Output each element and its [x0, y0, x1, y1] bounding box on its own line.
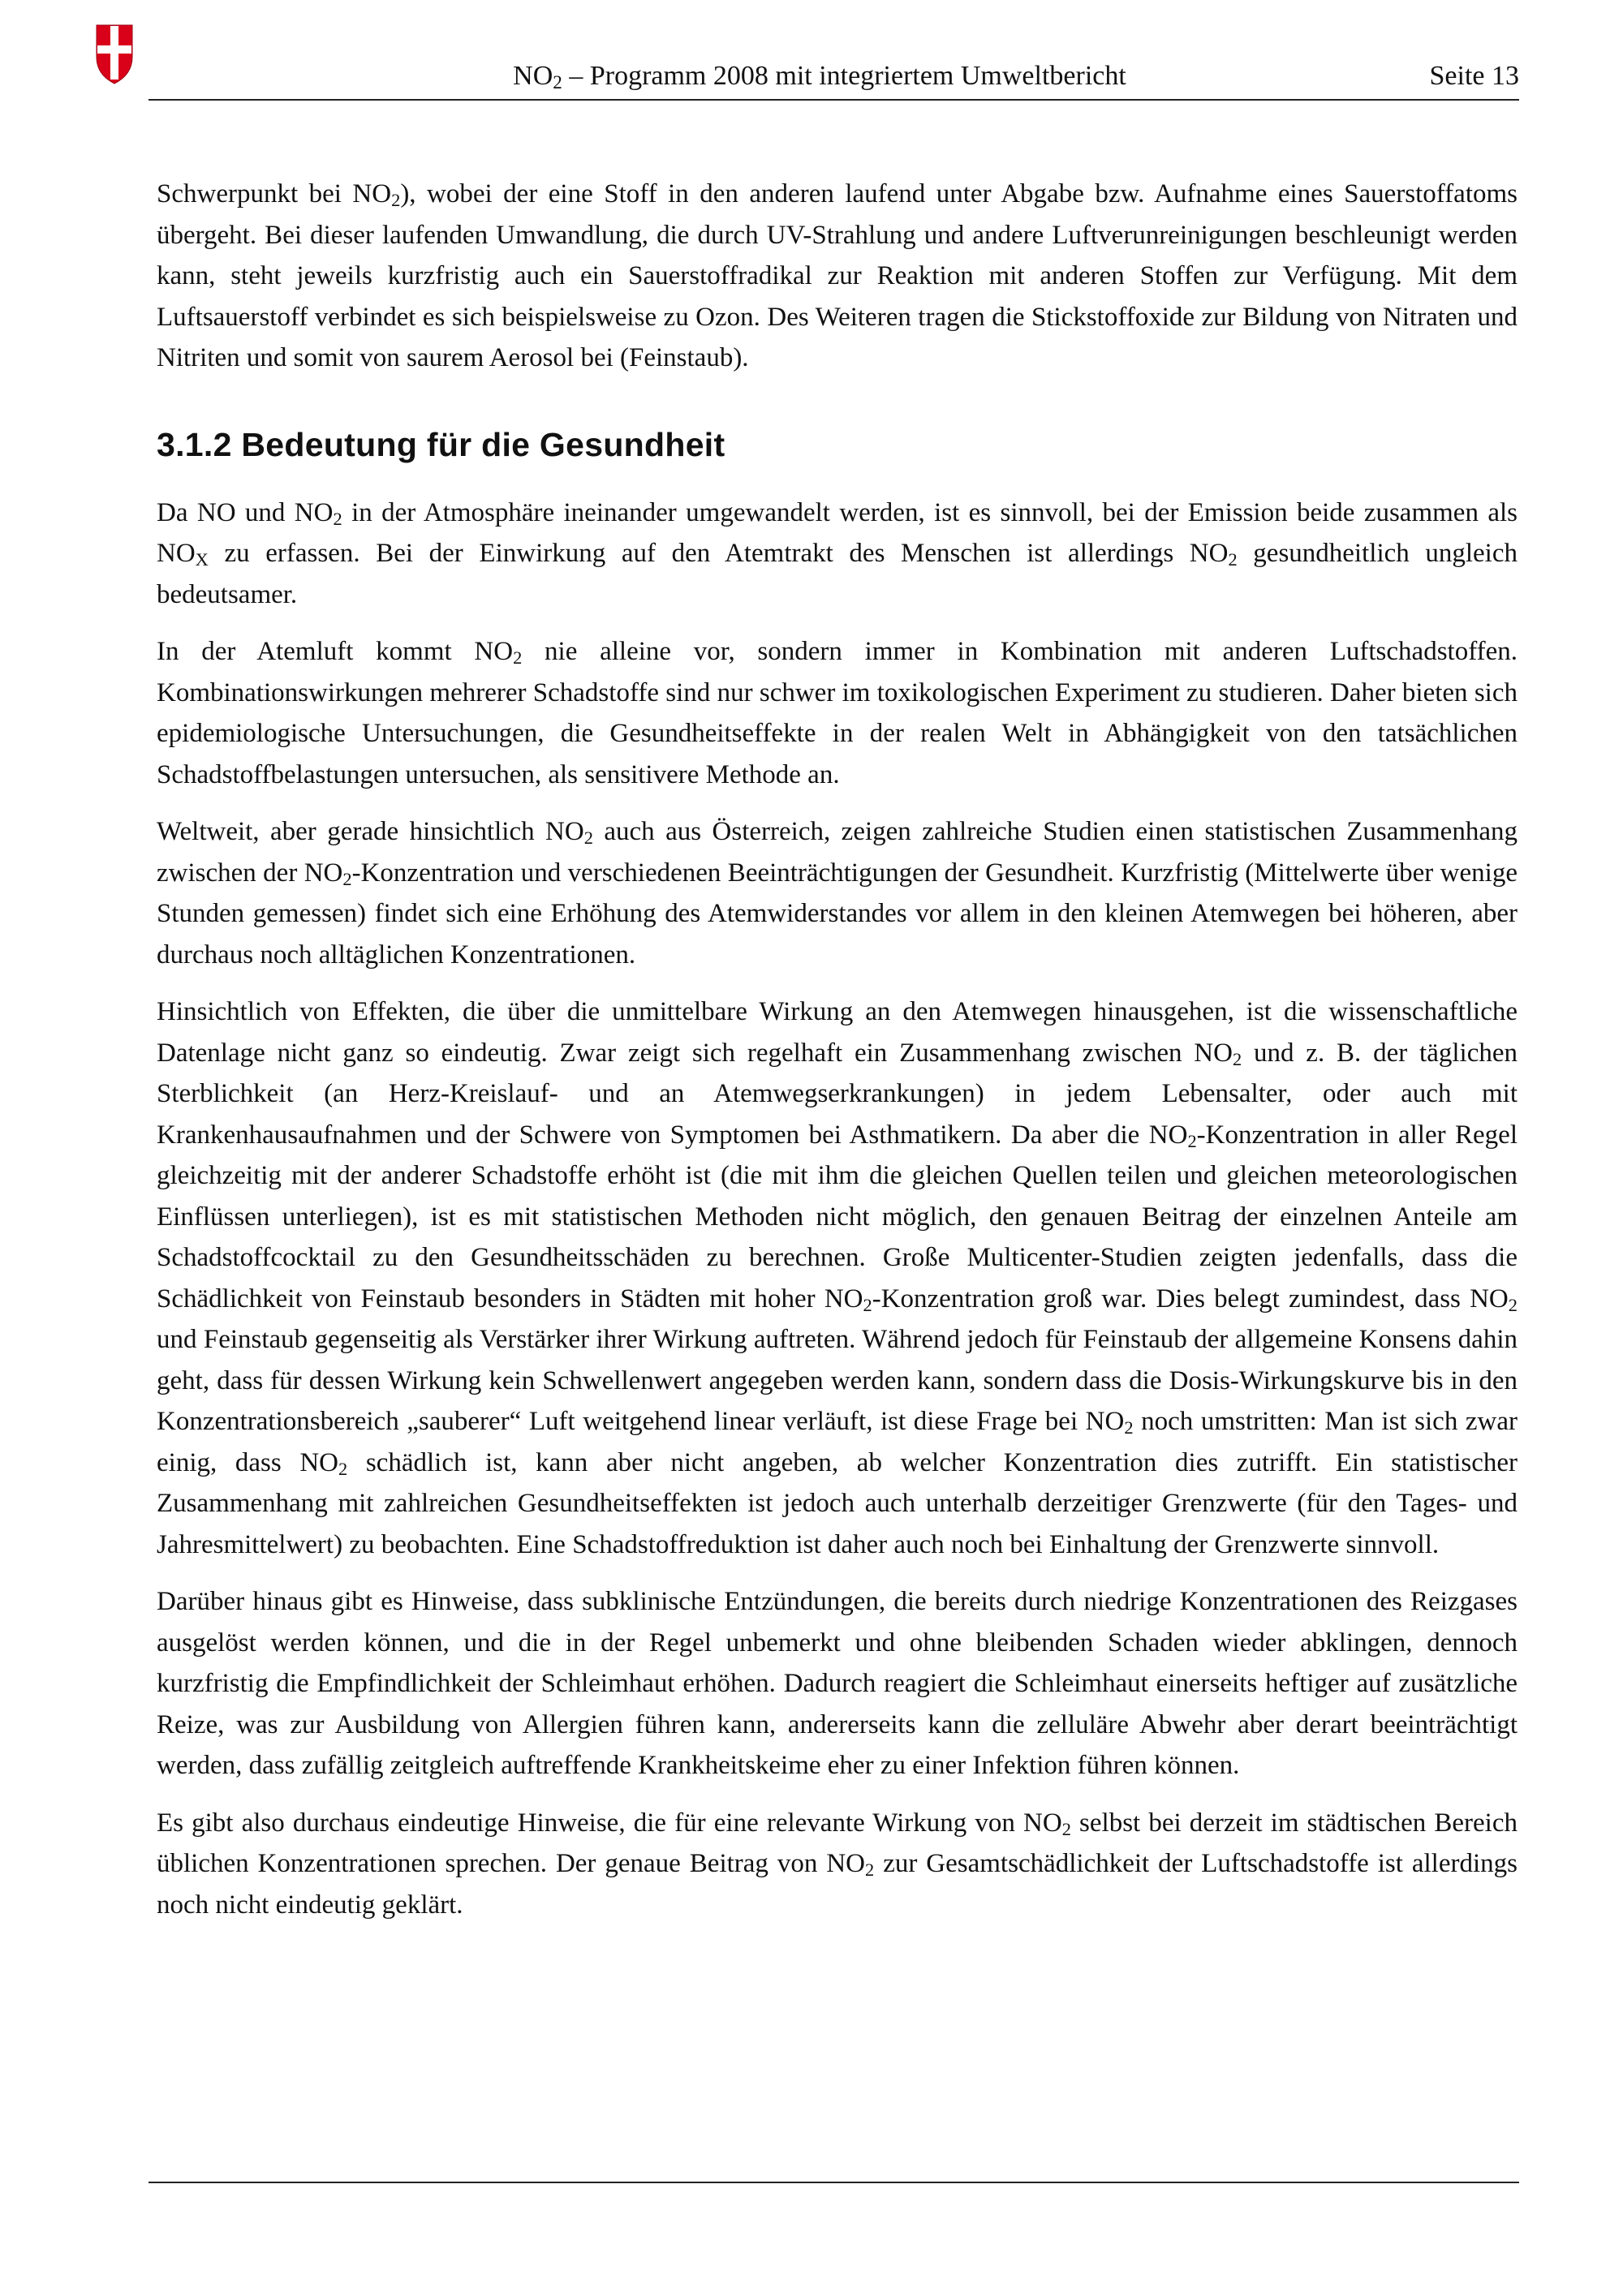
- header-rule: [149, 99, 1519, 101]
- body-paragraph: Darüber hinaus gibt es Hinweise, dass subklinische Entzündungen, die bereits durch niedrige Konzentrationen des Reizgases ausgelöst werden können, und die in der Regel unbemerkt und ohne bleibenden Schaden wieder abklingen, dennoch kurzfristig die Empfindlichkeit der Schleimhaut erhöhen. Dadurch reagiert die Schleimhaut einerseits heftiger auf zusätzliche Reize, was zur Ausbildung von Allergien führen kann, andererseits kann die zelluläre Abwehr aber derart beeinträchtigt werden, dass zufällig zeitgleich auftreffende Krankheitskeime eher zu einer Infektion führen können.: [157, 1587, 1518, 1780]
- footer-rule: [149, 2182, 1519, 2183]
- page-content: [157, 174, 1518, 1941]
- vienna-coat-of-arms-icon: [96, 24, 133, 84]
- body-paragraph: Weltweit, aber gerade hinsichtlich $NO_2$ auch aus Österreich, zeigen zahlreiche Studien einen statistischen Zusammenhang zwischen der $NO_2$-Konzentration und verschiedenen Beeinträchtigungen der Gesundheit. Kurzfristig (Mittelwerte über wenige Stunden gemessen) findet sich eine Erhöhung des Atemwiderstandes vor allem in den kleinen Atemwegen bei höheren, aber durchaus noch alltäglichen Konzentrationen.: [157, 817, 1518, 970]
- body-paragraph: Es gibt also durchaus eindeutige Hinweise, die für eine relevante Wirkung von $NO_2$ selbst bei derzeit im städtischen Bereich üblichen Konzentrationen sprechen. Der genaue Beitrag von $NO_2$ zur Gesamtschädlichkeit der Luftschadstoffe ist allerdings noch nicht eindeutig geklärt.: [157, 1808, 1518, 1920]
- intro-paragraph: Schwerpunkt bei $NO_2$), wobei der eine Stoff in den anderen laufend unter Abgabe bzw. Aufnahme eines Sauerstoffatoms übergeht. Bei dieser laufenden Umwandlung, die durch UV-Strahlung und andere Luftverunreinigungen beschleunigt werden kann, steht jeweils kurzfristig auch ein Sauerstoffradikal zur Reaktion mit anderen Stoffen zur Verfügung. Mit dem Luftsauerstoff verbindet es sich beispielsweise zu Ozon. Des Weiteren tragen die Stickstoffoxide zur Bildung von Nitraten und Nitriten und somit von saurem Aerosol bei (Feinstaub).: [157, 179, 1518, 372]
- header-title: $NO_2$ – Programm 2008 mit integriertem Umweltbericht: [513, 61, 1126, 94]
- section-heading: 3.1.2 Bedeutung für die Gesundheit: [157, 425, 725, 463]
- body-paragraph: In der Atemluft kommt $NO_2$ nie alleine vor, sondern immer in Kombination mit anderen Luftschadstoffen. Kombinationswirkungen mehrerer Schadstoffe sind nur schwer im toxikologischen Experiment zu studieren. Daher bieten sich epidemiologische Untersuchungen, die Gesundheitseffekte in der realen Welt in Abhängigkeit von den tatsächlichen Schadstoffbelastungen untersuchen, als sensitivere Methode an.: [157, 637, 1518, 789]
- body-paragraph: Hinsichtlich von Effekten, die über die unmittelbare Wirkung an den Atemwegen hinausgehen, ist die wissenschaftliche Datenlage nicht ganz so eindeutig. Zwar zeigt sich regelhaft ein Zusammenhang zwischen $NO_2$ und z. B. der täglichen Sterblichkeit (an Herz-Kreislauf- und an Atemwegserkrankungen) in jedem Lebensalter, oder auch mit Krankenhausaufnahmen und der Schwere von Symptomen bei Asthmatikern. Da aber die $NO_2$-Konzentration in aller Regel gleichzeitig mit der anderer Schadstoffe erhöht ist (die mit ihm die gleichen Quellen teilen und gleichen meteorologischen Einflüssen unterliegen), ist es mit statistischen Methoden nicht möglich, den genauen Beitrag der einzelnen Anteile am Schadstoffcocktail zu den Gesundheitsschäden zu berechnen. Große Multicenter-Studien zeigten jedenfalls, dass die Schädlichkeit von Feinstaub besonders in Städten mit hoher $NO_2$-Konzentration groß war. Dies belegt zumindest, dass $NO_2$ und Feinstaub gegenseitig als Verstärker ihrer Wirkung auftreten. Während jedoch für Feinstaub der allgemeine Konsens dahin geht, dass für dessen Wirkung kein Schwellenwert angegeben werden kann, sondern dass die Dosis-Wirkungskurve bis in den Konzentrationsbereich „sauberer“ Luft weitgehend linear verläuft, ist diese Frage bei $NO_2$ noch umstritten: Man ist sich zwar einig, dass $NO_2$ schädlich ist, kann aber nicht angeben, ab welcher Konzentration dies zutrifft. Ein statistischer Zusammenhang mit zahlreichen Gesundheitseffekten ist jedoch auch unterhalb derzeitiger Grenzwerte (für den Tages- und Jahresmittelwert) zu beobachten. Eine Schadstoffreduktion ist daher auch noch bei Einhaltung der Grenzwerte sinnvoll.: [157, 997, 1518, 1559]
- body-paragraph: Da NO und $NO_2$ in der Atmosphäre ineinander umgewandelt werden, ist es sinnvoll, bei der Emission beide zusammen als $NO_X$ zu erfassen. Bei der Einwirkung auf den Atemtrakt des Menschen ist allerdings $NO_2$ gesundheitlich ungleich bedeutsamer.: [157, 497, 1518, 609]
- page-number: Seite 13: [1429, 61, 1519, 91]
- shield-cross-horizontal: [97, 45, 131, 54]
